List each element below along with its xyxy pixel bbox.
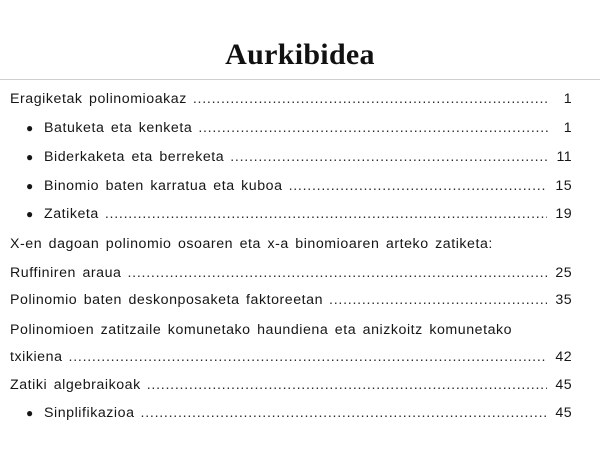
toc-entry-page: 1	[563, 91, 572, 107]
toc-entry-label: Biderkaketa eta berreketa	[44, 149, 225, 165]
toc-entry-label: txikiena	[10, 349, 63, 365]
toc-entry-txikiena[interactable]	[10, 345, 572, 369]
toc-entry-page: 11	[556, 149, 572, 165]
toc-entry-eragiketak-polinomioakaz[interactable]	[10, 87, 572, 111]
toc-entry-biderkaketa-eta-berreketa[interactable]	[26, 145, 572, 169]
bullet-icon: ●	[26, 179, 34, 193]
toc-entry-label: X-en dagoan polinomio osoaren eta x-a binomioaren arteko zatiketa:	[10, 236, 493, 252]
toc-entry-deskonposaketa-faktoreetan[interactable]	[10, 288, 572, 312]
toc-entry-label: Zatiki algebraikoak	[10, 377, 141, 393]
toc-entry-label: Eragiketak polinomioakaz	[10, 91, 187, 107]
toc-entry-label: Zatiketa	[44, 206, 99, 222]
toc-entry-page: 19	[555, 206, 572, 222]
dot-leader	[147, 373, 548, 397]
toc-entry-binomio-karratua-kuboa[interactable]	[26, 174, 572, 198]
toc-entry-page: 15	[555, 178, 572, 194]
toc-entry-zatiketa[interactable]	[26, 202, 572, 226]
toc-entry-page: 35	[555, 292, 572, 308]
toc-entry-page: 1	[563, 120, 572, 136]
dot-leader	[141, 401, 548, 425]
bullet-icon: ●	[26, 207, 34, 221]
toc-entry-page: 25	[555, 265, 572, 281]
dot-leader	[69, 345, 548, 369]
toc-entry-label: Polinomioen zatitzaile komunetako haundiena eta anizkoitz komunetako	[10, 322, 513, 338]
toc-entry-zatitzaile-komunetako[interactable]	[10, 318, 572, 342]
toc-entry-page: 45	[555, 405, 572, 421]
toc-entry-label: Polinomio baten deskonposaketa faktoreetan	[10, 292, 324, 308]
dot-leader	[193, 87, 550, 111]
toc-entry-sinplifikazioa[interactable]	[26, 401, 572, 425]
toc-entry-label: Batuketa eta kenketa	[44, 120, 193, 136]
dot-leader	[128, 261, 548, 285]
toc-entry-page: 45	[555, 377, 572, 393]
dot-leader	[105, 202, 548, 226]
bullet-icon: ●	[26, 406, 34, 420]
toc-entry-label: Sinplifikazioa	[44, 405, 135, 421]
page-title: Aurkibidea	[225, 38, 375, 72]
toc-entry-page: 42	[555, 349, 572, 365]
dot-leader	[198, 116, 550, 140]
dot-leader	[329, 288, 547, 312]
toc-entry-x-en-polinomio-zatiketa[interactable]	[10, 232, 572, 256]
bullet-icon: ●	[26, 150, 34, 164]
toc-entry-batuketa-eta-kenketa[interactable]	[26, 116, 572, 140]
toc-entry-label: Ruffiniren araua	[10, 265, 122, 281]
toc-entry-label: Binomio baten karratua eta kuboa	[44, 178, 283, 194]
dot-leader	[230, 145, 548, 169]
toc-entry-zatiki-algebraikoak[interactable]	[10, 373, 572, 397]
bullet-icon: ●	[26, 121, 34, 135]
dot-leader	[289, 174, 548, 198]
toc-entry-ruffiniren-araua[interactable]	[10, 261, 572, 285]
